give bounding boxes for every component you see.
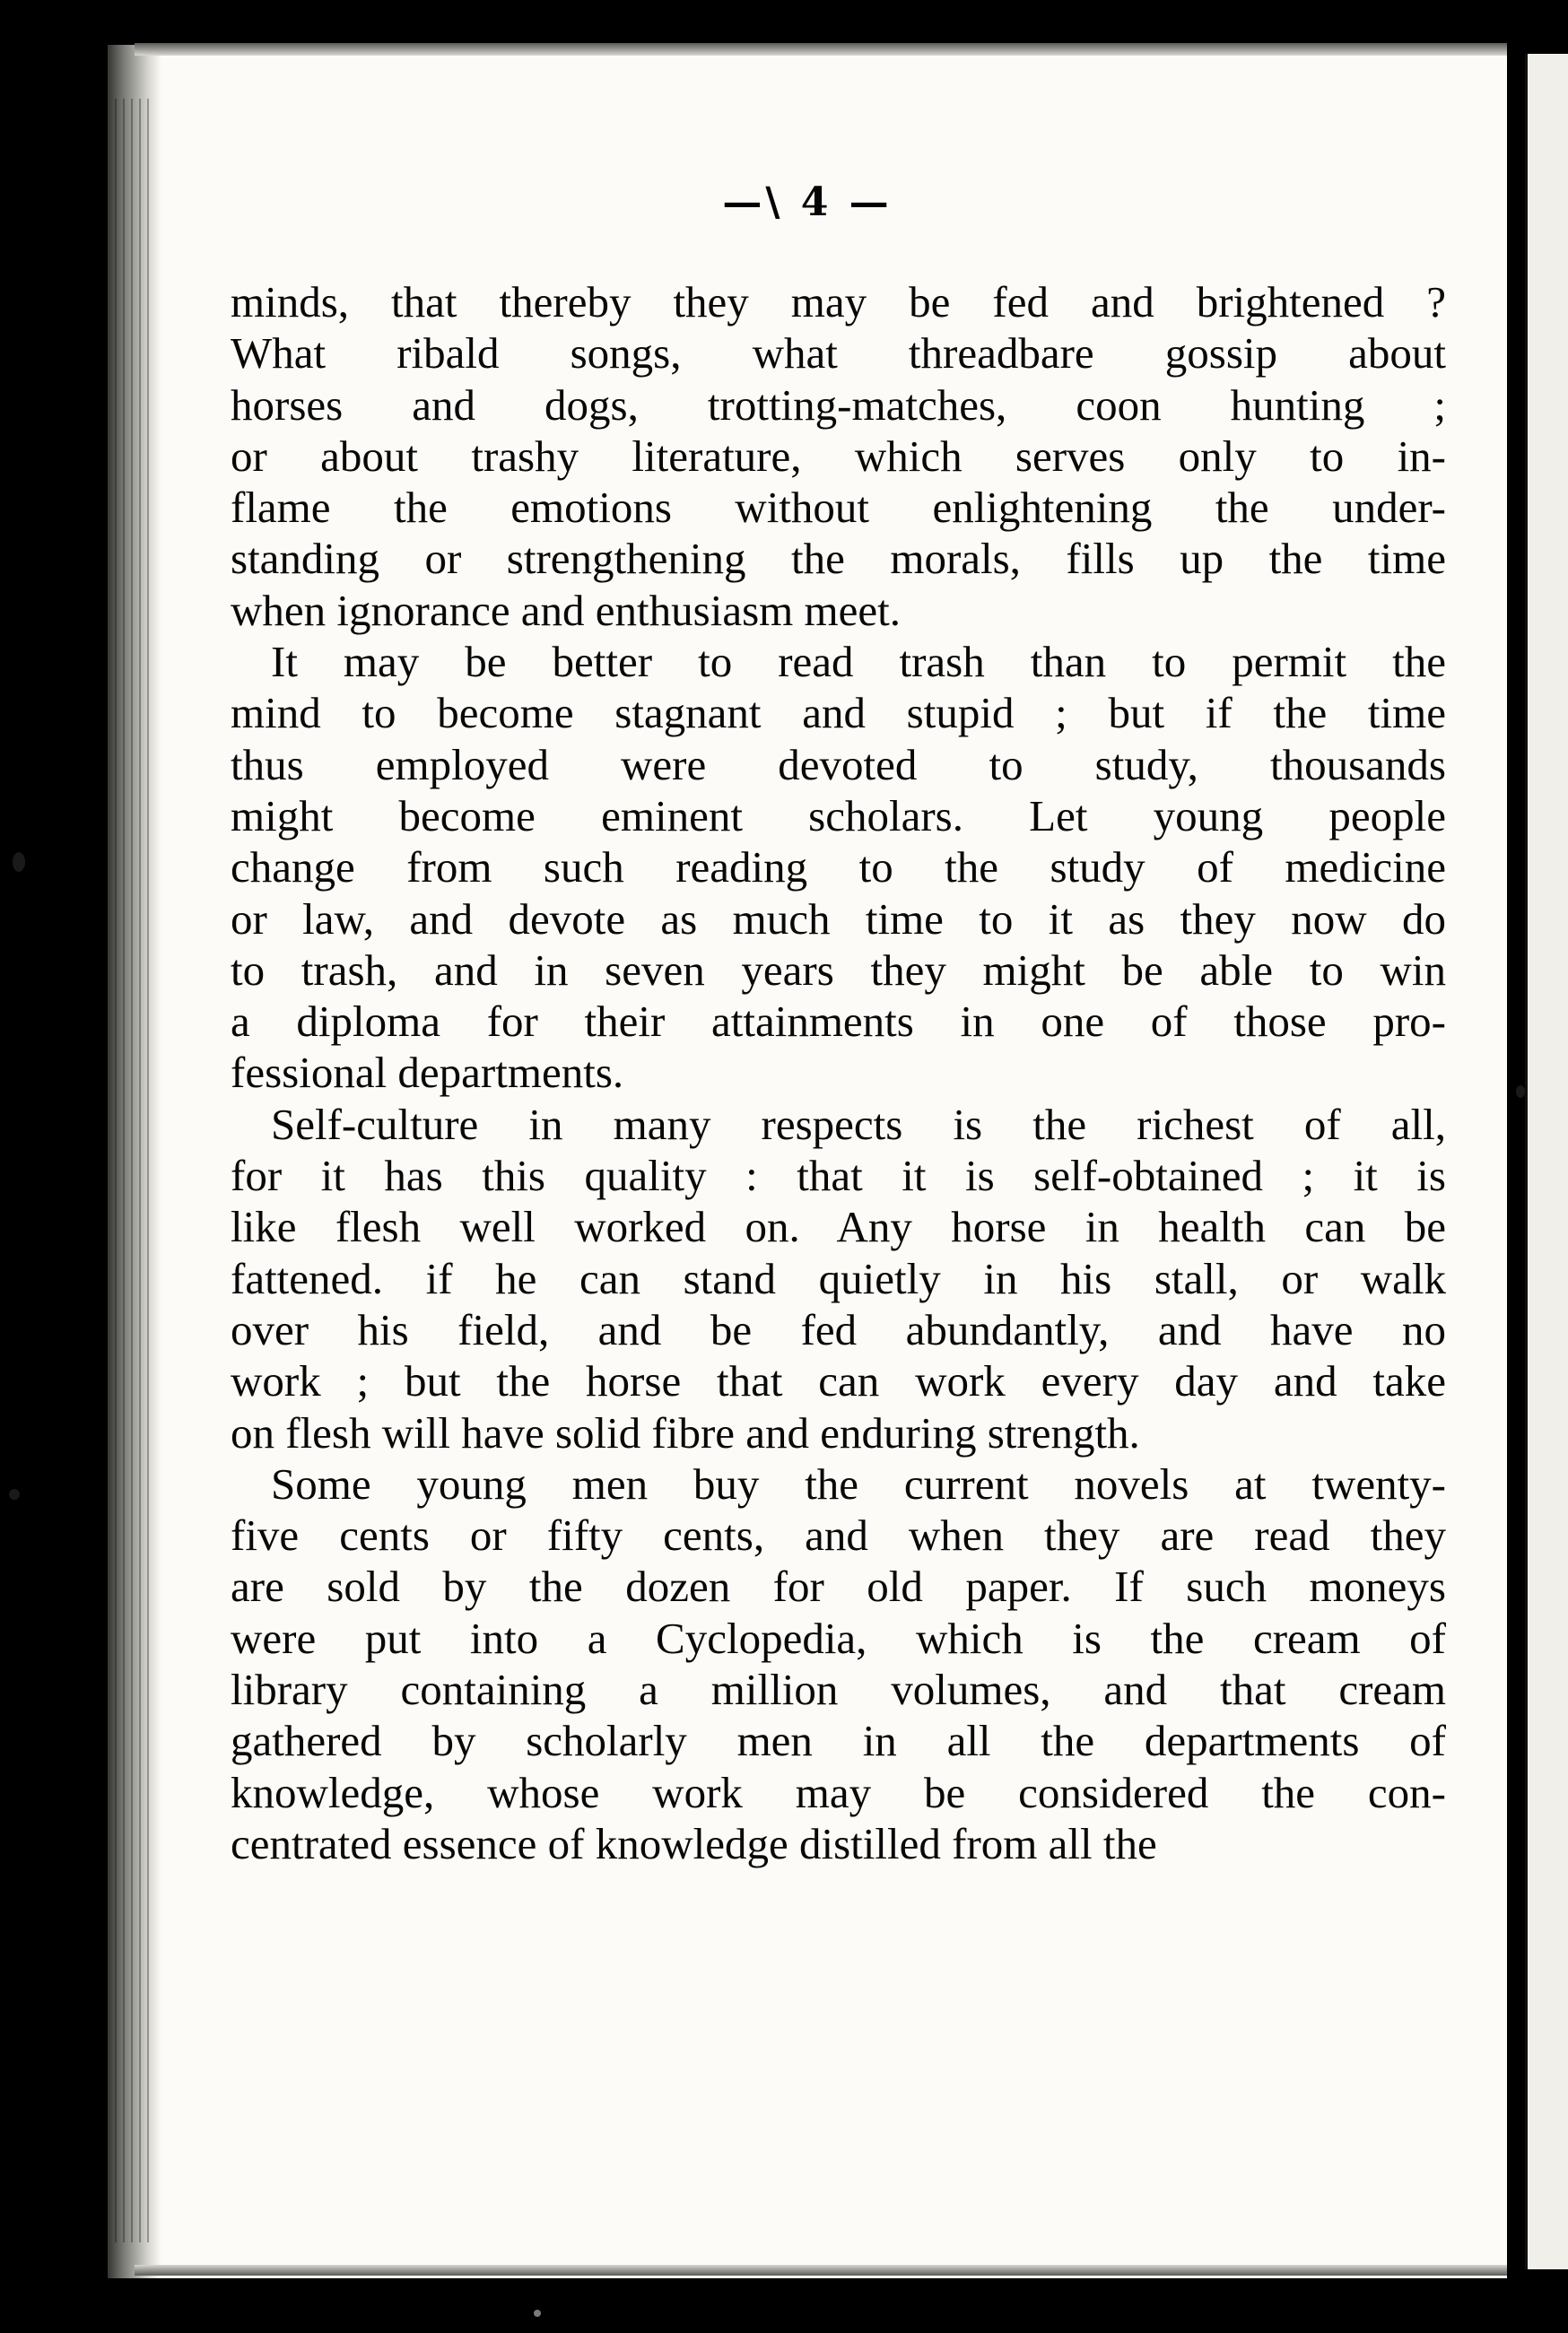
text-line: minds, that thereby they may be fed and brightened ? xyxy=(231,277,1446,326)
text-line: centrated essence of knowledge distilled from all the xyxy=(231,1818,1157,1868)
scan-speck xyxy=(9,1489,20,1500)
text-line: when ignorance and enthusiasm meet. xyxy=(231,585,902,635)
page-top-edge xyxy=(135,43,1507,56)
body-text xyxy=(231,276,1446,1869)
paragraph xyxy=(231,1099,1446,1458)
text-line: were put into a Cyclopedia, which is the cream of xyxy=(231,1613,1446,1663)
text-line: standing or strengthening the morals, fills up the time xyxy=(231,534,1446,584)
text-line: on flesh will have solid fibre and enduring strength. xyxy=(231,1407,1140,1458)
text-line: fessional departments. xyxy=(231,1048,624,1098)
paragraph xyxy=(231,636,1446,1099)
text-line: horses and dogs, trotting-matches, coon hunting ; xyxy=(231,379,1446,430)
text-line: library containing a million volumes, and that cream xyxy=(231,1665,1446,1715)
text-line: mind to become stagnant and stupid ; but if the time xyxy=(231,688,1446,738)
scan-speck xyxy=(13,852,25,872)
text-line: change from such reading to the study of medicine xyxy=(231,842,1446,892)
text-line: gathered by scholarly men in all the departments of xyxy=(231,1716,1446,1766)
paragraph xyxy=(231,276,1446,636)
text-line: to trash, and in seven years they might be able to win xyxy=(231,945,1446,995)
text-line: knowledge, whose work may be considered the con- xyxy=(231,1767,1446,1817)
text-line: a diploma for their attainments in one of those pro- xyxy=(231,997,1446,1047)
text-line: are sold by the dozen for old paper. If such moneys xyxy=(231,1562,1446,1612)
text-line: over his field, and be fed abundantly, and have no xyxy=(231,1304,1446,1354)
text-line: work ; but the horse that can work every day and take xyxy=(231,1356,1446,1406)
scan-speck xyxy=(534,2310,541,2317)
text-line: Some young men buy the current novels at twenty- xyxy=(271,1458,1446,1509)
page-number-heading: —\ 4 — xyxy=(722,179,893,225)
text-line: Self-culture in many respects is the richest of all, xyxy=(271,1099,1446,1149)
text-line: five cents or fifty cents, and when they are read they xyxy=(231,1510,1446,1561)
text-line: or about trashy literature, which serves only to in- xyxy=(231,431,1446,481)
binding-gutter xyxy=(115,99,151,2242)
text-line: What ribald songs, what threadbare gossip about xyxy=(231,328,1446,379)
text-line: It may be better to read trash than to permit the xyxy=(271,637,1446,687)
facing-page-edge xyxy=(1525,54,1568,2269)
text-line: might become eminent scholars. Let young people xyxy=(231,790,1446,840)
paragraph xyxy=(231,1458,1446,1869)
text-line: like flesh well worked on. Any horse in health can be xyxy=(231,1202,1446,1252)
text-line: or law, and devote as much time to it as they now do xyxy=(231,893,1446,944)
scan-speck xyxy=(1516,1085,1525,1098)
page-bottom-edge xyxy=(135,2265,1507,2276)
text-line: fattened. if he can stand quietly in his stall, or walk xyxy=(231,1253,1446,1303)
book-page xyxy=(108,45,1507,2278)
text-line: flame the emotions without enlightening the under- xyxy=(231,483,1446,533)
text-line: thus employed were devoted to study, thousands xyxy=(231,739,1446,789)
text-line: for it has this quality : that it is self-obtained ; it is xyxy=(231,1151,1446,1201)
